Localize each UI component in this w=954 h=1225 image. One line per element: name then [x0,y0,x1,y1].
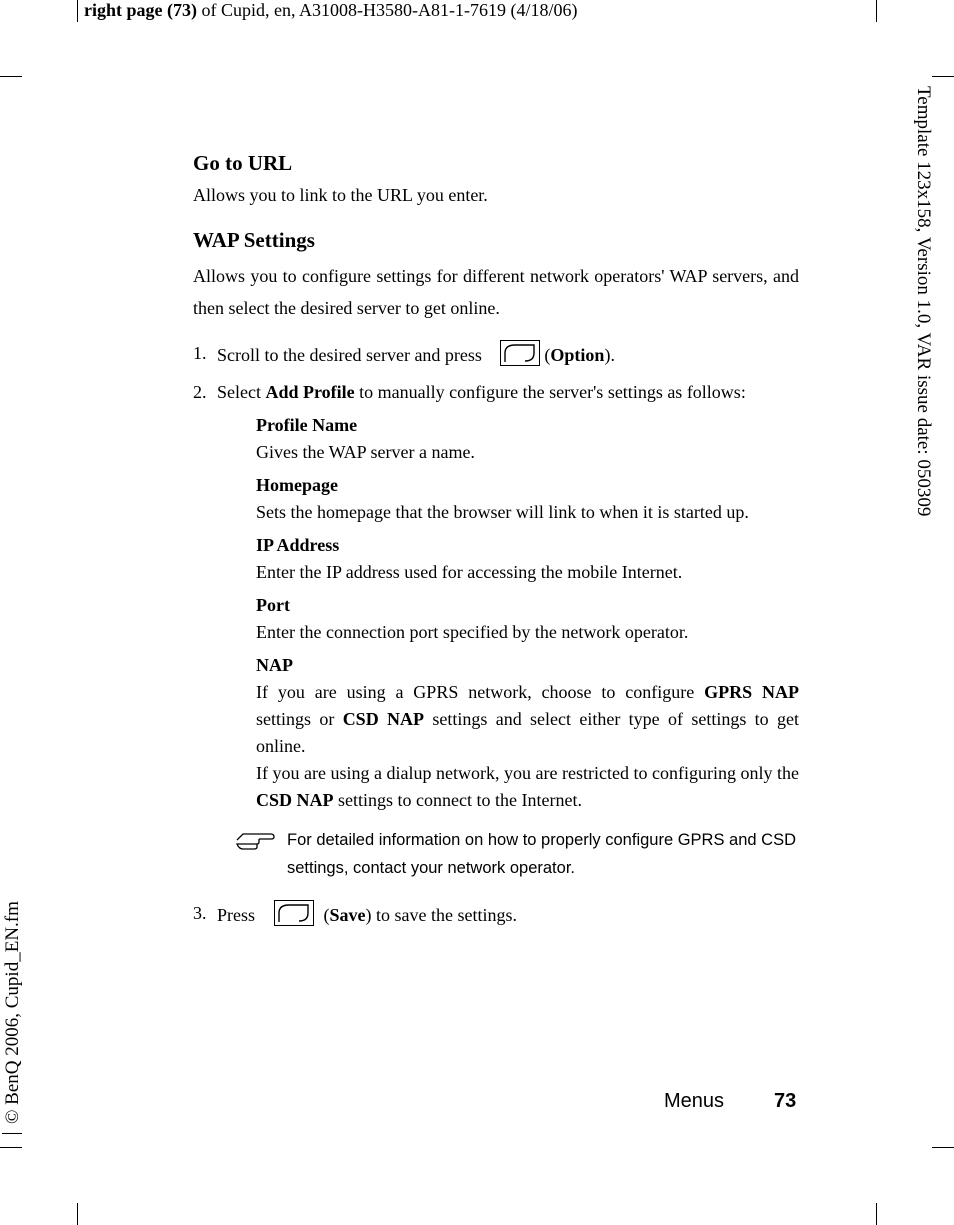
softkey-icon [274,900,314,926]
crop-mark [0,76,22,77]
page-header [84,0,577,20]
text: If you are using a GPRS network, choose to configure [256,682,705,702]
desc-ip-address: Enter the IP address used for accessing the mobile Internet. [256,562,683,582]
pointing-hand-icon [235,830,275,861]
crop-mark [876,0,877,22]
key-option: Option [550,345,605,365]
desc-nap-2 [256,760,799,814]
desc-homepage: Sets the homepage that the browser will link to when it is started up. [256,502,749,522]
page-number: 73 [774,1090,797,1112]
text: If you are using a dialup network, you are restricted to configuring only the [256,763,799,783]
crop-mark [876,1203,877,1225]
step-number: 2. [193,382,207,402]
term-nap: NAP [256,655,293,675]
desc-nap-1 [256,679,799,760]
step-2 [193,379,799,406]
term-profile-name: Profile Name [256,415,358,435]
section-title-goto-url: Go to URL [193,151,293,175]
step-text: ) to save the settings. [365,905,517,925]
term-port: Port [256,595,290,615]
step-text: Select [217,382,266,402]
csd-nap-label: CSD NAP [342,709,425,729]
crop-mark [932,1147,954,1148]
text: settings and select either type of settings to get online. [256,709,799,756]
chapter-name: Menus [664,1090,725,1112]
step-1 [193,340,799,369]
step-number: 3. [193,903,207,923]
profile-settings-list [256,406,799,814]
crop-mark [932,76,954,77]
header-bold: right page (73) [84,0,197,20]
note-text: For detailed information on how to properly configure GPRS and CSD settings, contact your network operator. [287,831,797,877]
step-3 [193,900,799,929]
crop-mark [77,1203,78,1225]
step-number: 1. [193,343,207,363]
template-info: Template 123x158, Version 1.0, VAR issue date: 050309 [913,86,934,517]
term-ip-address: IP Address [256,535,340,555]
add-profile-label: Add Profile [265,382,355,402]
crop-mark [0,1147,22,1148]
softkey-icon [500,340,540,366]
section-title-wap-settings: WAP Settings [193,228,315,252]
note-box [233,826,799,882]
desc-profile-name: Gives the WAP server a name. [256,442,475,462]
header-rest: of Cupid, en, A31008-H3580-A81-1-7619 (4/18/06) [196,0,578,20]
step-text: Press [217,905,256,925]
step-text: Scroll to the desired server and press [217,345,482,365]
csd-nap-label: CSD NAP [256,790,334,810]
copyright: © BenQ 2006, Cupid_EN.fm [2,901,24,1130]
gprs-nap-label: GPRS NAP [704,682,800,702]
section-text-goto-url: Allows you to link to the URL you enter. [193,185,488,205]
term-homepage: Homepage [256,475,338,495]
step-text: to manually configure the server's settings as follows: [354,382,746,402]
paren-close: ). [604,345,615,365]
paren-open: ( [544,345,551,365]
text: settings to connect to the Internet. [333,790,582,810]
crop-mark [77,0,78,22]
desc-port: Enter the connection port specified by the network operator. [256,622,689,642]
paren-open: ( [323,905,330,925]
main-content [193,148,799,929]
section-text-wap-settings: Allows you to configure settings for different network operators' WAP servers, and then select the desired server to get online. [193,266,799,318]
key-save: Save [329,905,366,925]
text: settings or [256,709,343,729]
